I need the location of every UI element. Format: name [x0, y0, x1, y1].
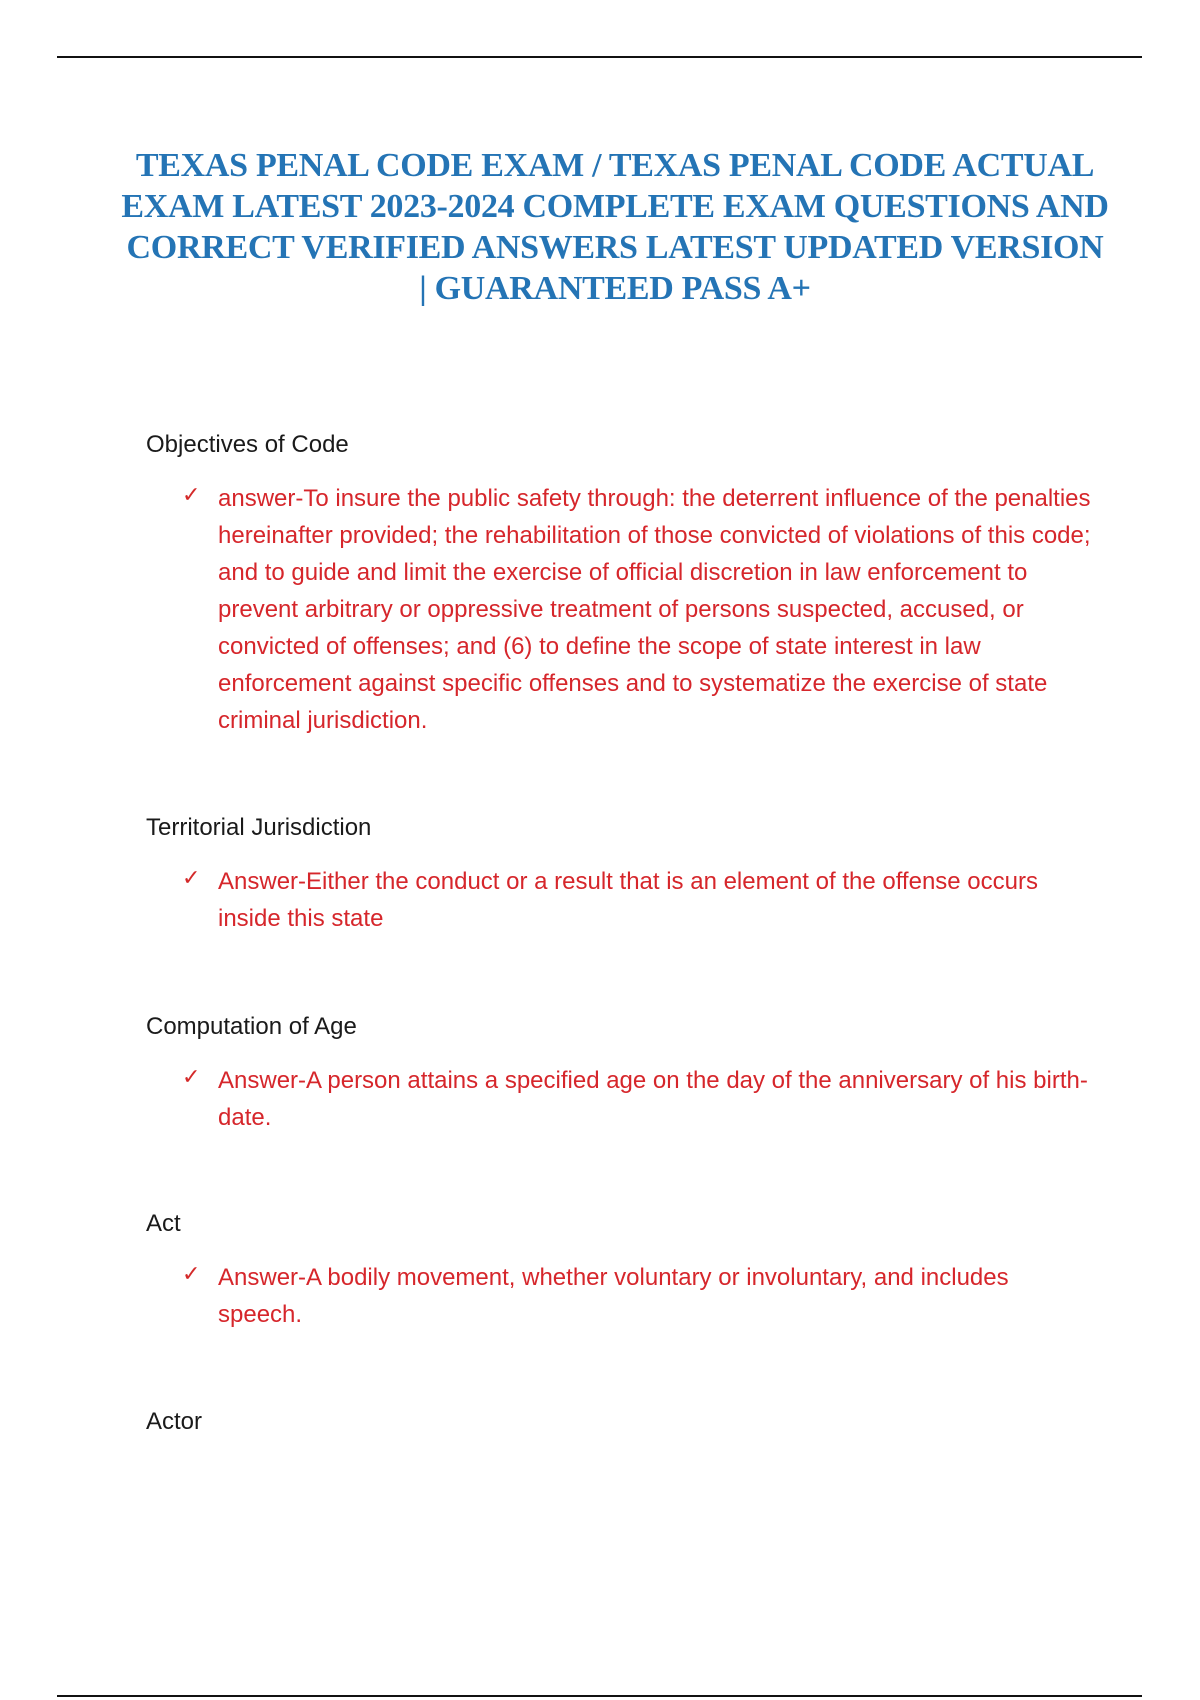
answer-text: Answer-A bodily movement, whether voluntary or involuntary, and includes speech.	[218, 1264, 1009, 1328]
qa-item-actor	[146, 1407, 1096, 1437]
document-title: TEXAS PENAL CODE EXAM / TEXAS PENAL CODE ACTUAL EXAM LATEST 2023-2024 COMPLETE EXAM QUESTIONS AND CORRECT VERIFIED ANSWERS LATEST UPDATED VERSION | GUARANTEED PASS A+	[121, 147, 1109, 307]
question-text: Computation of Age	[146, 1013, 357, 1040]
qa-item-territorial-jurisdiction	[146, 813, 1096, 937]
question-text: Act	[146, 1210, 181, 1237]
answer-text: answer-To insure the public safety through: the deterrent influence of the penalties hereinafter provided; the rehabilitation of those convicted of violations of this code; and to guide and limit the exercise of official discretion in law enforcement to prevent arbitrary or oppressive treatment of persons suspected, accused, or convicted of offenses; and (6) to define the scope of state interest in law enforcement against specific offenses and to systematize the exercise of state criminal jurisdiction.	[218, 485, 1091, 734]
question-text: Objectives of Code	[146, 431, 349, 458]
qa-item-objectives-of-code	[146, 430, 1096, 739]
answer-text: Answer-A person attains a specified age on the day of the anniversary of his birth-date.	[218, 1067, 1088, 1131]
check-icon: ✓	[182, 865, 201, 890]
bottom-rule	[57, 1695, 1142, 1697]
qa-item-act	[146, 1209, 1096, 1333]
answer-row	[146, 1259, 1096, 1333]
question-text: Territorial Jurisdiction	[146, 814, 372, 841]
answer-row	[146, 863, 1096, 937]
qa-item-computation-of-age	[146, 1012, 1096, 1136]
check-icon: ✓	[182, 482, 201, 507]
qa-list	[146, 430, 1096, 1437]
answer-row	[146, 480, 1096, 739]
question-text: Actor	[146, 1408, 203, 1435]
top-rule	[57, 56, 1142, 58]
answer-text: Answer-Either the conduct or a result that is an element of the offense occurs inside this state	[218, 868, 1038, 932]
answer-row	[146, 1062, 1096, 1136]
check-icon: ✓	[182, 1064, 201, 1089]
check-icon: ✓	[182, 1261, 201, 1286]
